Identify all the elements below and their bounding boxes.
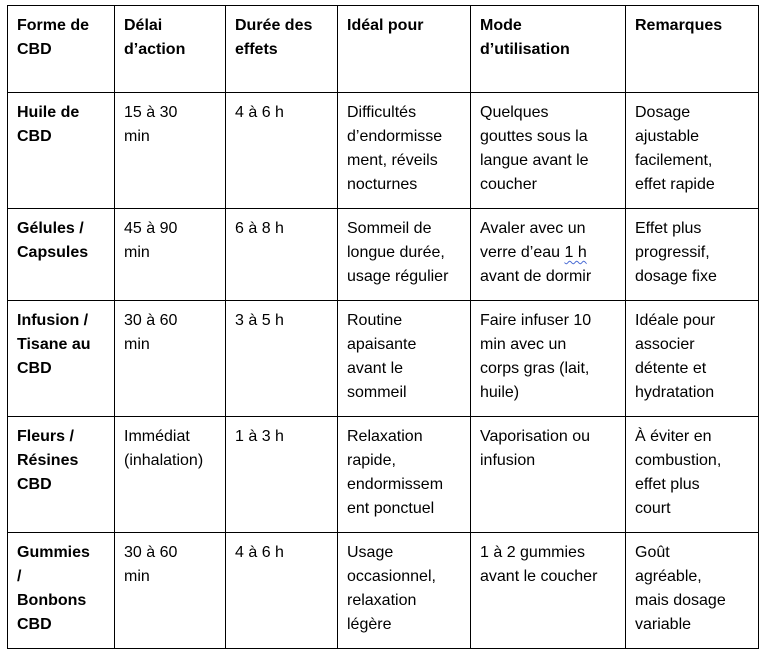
cell-duration: 4 à 6 h <box>226 93 338 209</box>
cell-ideal: Usage occasionnel, relaxation légère <box>338 533 471 649</box>
cell-notes: Goût agréable, mais dosage variable <box>626 533 759 649</box>
cell-duration: 1 à 3 h <box>226 417 338 533</box>
table-row <box>8 301 759 417</box>
cell-duration: 3 à 5 h <box>226 301 338 417</box>
header-cell-notes: Remarques <box>626 6 759 93</box>
cell-usage: Vaporisation ou infusion <box>471 417 626 533</box>
cell-delay: 45 à 90 min <box>115 209 226 301</box>
table-header-row <box>8 6 759 93</box>
cell-form: Infusion / Tisane au CBD <box>8 301 115 417</box>
cell-form: Gélules / Capsules <box>8 209 115 301</box>
cell-notes: Dosage ajustable facilement, effet rapide <box>626 93 759 209</box>
cell-form: Gummies / Bonbons CBD <box>8 533 115 649</box>
cell-usage: Faire infuser 10 min avec un corps gras (lait, huile) <box>471 301 626 417</box>
cell-usage: Quelques gouttes sous la langue avant le coucher <box>471 93 626 209</box>
cell-delay: 30 à 60 min <box>115 533 226 649</box>
cell-notes: Idéale pour associer détente et hydratation <box>626 301 759 417</box>
table-row <box>8 417 759 533</box>
header-cell-usage: Mode d’utilisation <box>471 6 626 93</box>
cell-duration: 4 à 6 h <box>226 533 338 649</box>
cell-form: Huile de CBD <box>8 93 115 209</box>
cell-ideal: Relaxation rapide, endormissem ent ponctuel <box>338 417 471 533</box>
cbd-comparison-table <box>7 5 759 649</box>
header-cell-delay: Délai d’action <box>115 6 226 93</box>
header-cell-duration: Durée des effets <box>226 6 338 93</box>
table-row <box>8 93 759 209</box>
cell-delay: 15 à 30 min <box>115 93 226 209</box>
usage-text-before: Avaler avec un verre d’eau <box>480 220 586 261</box>
cell-duration: 6 à 8 h <box>226 209 338 301</box>
usage-text-after: avant de dormir <box>480 268 592 285</box>
table-row <box>8 533 759 649</box>
cell-ideal: Difficultés d’endormisse ment, réveils nocturnes <box>338 93 471 209</box>
header-cell-form: Forme de CBD <box>8 6 115 93</box>
cell-form: Fleurs / Résines CBD <box>8 417 115 533</box>
cell-ideal: Routine apaisante avant le sommeil <box>338 301 471 417</box>
cell-usage: 1 à 2 gummies avant le coucher <box>471 533 626 649</box>
cell-delay: 30 à 60 min <box>115 301 226 417</box>
cell-ideal: Sommeil de longue durée, usage régulier <box>338 209 471 301</box>
header-cell-ideal: Idéal pour <box>338 6 471 93</box>
cell-delay: Immédiat (inhalation) <box>115 417 226 533</box>
cell-notes: À éviter en combustion, effet plus court <box>626 417 759 533</box>
cell-usage <box>471 209 626 301</box>
cell-notes: Effet plus progressif, dosage fixe <box>626 209 759 301</box>
spellcheck-underlined-text: 1 h <box>564 244 587 261</box>
table-row <box>8 209 759 301</box>
